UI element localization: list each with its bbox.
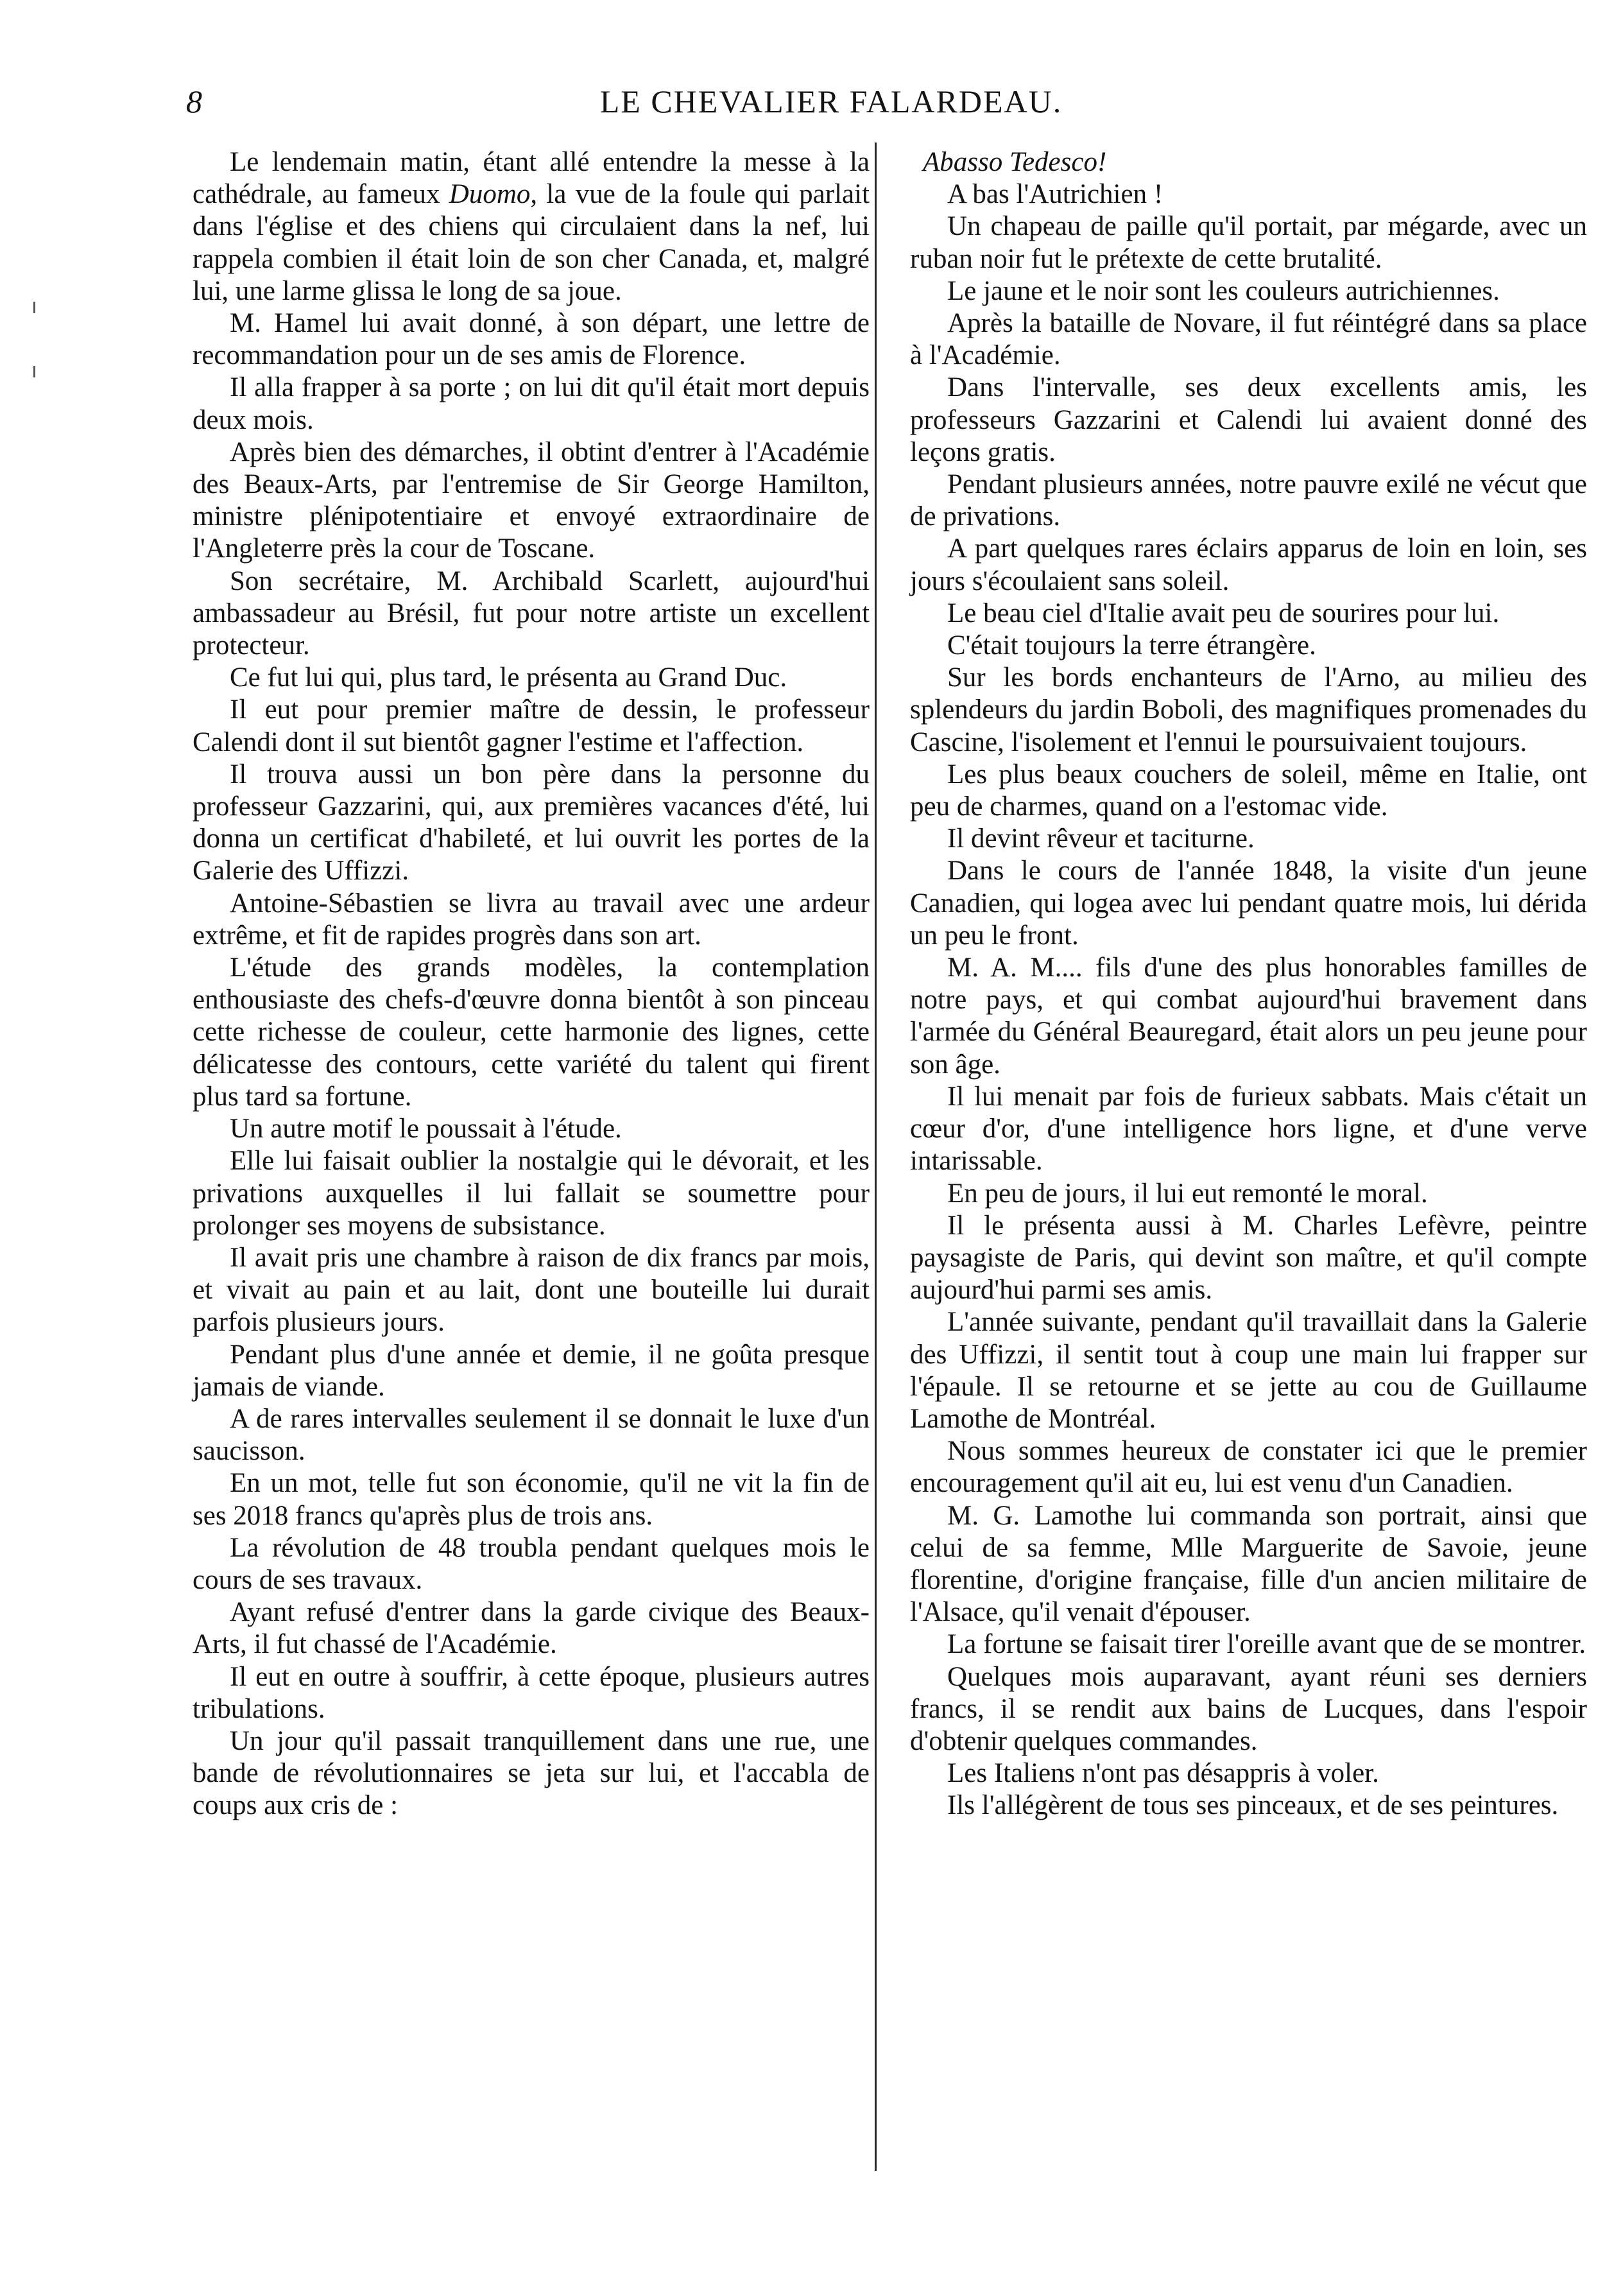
paragraph-text: Dans l'intervalle, ses deux excellents amis, les professeurs Gazzarini et Calendi lui avaient donné des leçons gratis. — [910, 372, 1587, 467]
paragraph-text: Il avait pris une chambre à raison de dix francs par mois, et vivait au pain et au lait, dont une bouteille lui durait parfois plusieurs jours. — [193, 1242, 870, 1338]
paragraph-text: Il alla frapper à sa porte ; on lui dit qu'il était mort depuis deux mois. — [193, 372, 870, 435]
paragraph — [910, 1757, 1587, 1790]
paragraph-text: Les plus beaux couchers de soleil, même en Italie, ont peu de charmes, quand on a l'estomac vide. — [910, 759, 1587, 822]
paragraph-text: C'était toujours la terre étrangère. — [947, 630, 1316, 661]
paragraph-text: Il eut en outre à souffrir, à cette époque, plusieurs autres tribulations. — [193, 1661, 870, 1724]
paragraph — [193, 1661, 870, 1725]
paragraph-text: Pendant plus d'une année et demie, il ne goûta presque jamais de viande. — [193, 1339, 870, 1402]
paragraph-text: M. G. Lamothe lui commanda son portrait, ainsi que celui de sa femme, Mlle Marguerite de Savoie, jeune florentine, d'origine française, fille d'un ancien militaire de l'Alsace, qu'il venait d'épouser. — [910, 1500, 1587, 1628]
paragraph — [193, 662, 870, 694]
paragraph-text: Elle lui faisait oublier la nostalgie qui le dévorait, et les privations auxquelles il lui fallait se soumettre pour prolonger ses moyens de subsistance. — [193, 1146, 870, 1241]
paragraph — [910, 1178, 1587, 1210]
paragraph — [910, 1435, 1587, 1499]
paragraph — [910, 307, 1587, 372]
paragraph-text: M. A. M.... fils d'une des plus honorables familles de notre pays, et qui combat aujourd'hui bravement dans l'armée du Général Beauregard, était alors un peu jeune pour son âge. — [910, 953, 1587, 1080]
paragraph-text: L'étude des grands modèles, la contemplation enthousiaste des chefs-d'œuvre donna bientôt à son pinceau cette richesse de couleur, cette harmonie des lignes, cette délicatesse des contours, cette variété du talent qui firent plus tard sa fortune. — [193, 953, 870, 1112]
paragraph — [910, 1500, 1587, 1629]
paragraph — [910, 855, 1587, 952]
paragraph — [910, 275, 1587, 307]
paragraph-text: , la vue de la foule qui parlait dans l'église et des chiens qui circulaient dans la nef, lui rappela combien il était loin de son cher Canada, et, malgré lui, une larme glissa le long de sa joue. — [193, 179, 870, 306]
paragraph — [193, 694, 870, 758]
paragraph — [910, 1661, 1587, 1758]
paragraph — [910, 1210, 1587, 1307]
paragraph — [910, 759, 1587, 823]
paragraph-text: En peu de jours, il lui eut remonté le moral. — [947, 1178, 1428, 1209]
right-text-column — [910, 146, 1587, 1822]
paragraph — [910, 469, 1587, 533]
paragraph — [193, 1113, 870, 1145]
paragraph-text: Nous sommes heureux de constater ici que le premier encouragement qu'il ait eu, lui est venu d'un Canadien. — [910, 1436, 1587, 1499]
margin-mark — [33, 302, 35, 313]
paragraph — [910, 1306, 1587, 1435]
paragraph-text: Dans le cours de l'année 1848, la visite d'un jeune Canadien, qui logea avec lui pendant quatre mois, lui dérida un peu le front. — [910, 856, 1587, 951]
paragraph-text: Le beau ciel d'Italie avait peu de sourires pour lui. — [947, 598, 1500, 628]
paragraph — [910, 211, 1587, 275]
paragraph-text: A bas l'Autrichien ! — [947, 179, 1163, 210]
paragraph-text: Ayant refusé d'entrer dans la garde civique des Beaux-Arts, il fut chassé de l'Académie. — [193, 1597, 870, 1660]
paragraph — [193, 1596, 870, 1661]
page-number: 8 — [186, 83, 202, 119]
paragraph-text: Les Italiens n'ont pas désappris à voler. — [947, 1758, 1379, 1789]
paragraph — [910, 823, 1587, 855]
paragraph — [910, 1628, 1587, 1661]
paragraph — [910, 372, 1587, 469]
paragraph-text: A part quelques rares éclairs apparus de loin en loin, ses jours s'écoulaient sans soleil. — [910, 533, 1587, 596]
paragraph — [193, 1403, 870, 1467]
paragraph-text: Il lui menait par fois de furieux sabbats. Mais c'était un cœur d'or, d'une intelligence hors ligne, et d'une verve intarissable. — [910, 1081, 1587, 1177]
paragraph — [910, 662, 1587, 759]
paragraph — [910, 630, 1587, 662]
running-title: LE CHEVALIER FALARDEAU. — [599, 83, 1063, 119]
paragraph — [910, 598, 1587, 630]
paragraph-text: Le lendemain matin, étant allé entendre la messe à la cathédrale, au fameux — [193, 147, 870, 210]
paragraph — [910, 178, 1587, 211]
italic-text: Abasso Tedesco! — [923, 147, 1107, 177]
margin-mark — [33, 366, 35, 377]
paragraph — [193, 146, 870, 307]
paragraph-text: Il eut pour premier maître de dessin, le professeur Calendi dont il sut bientôt gagner l'estime et l'affection. — [193, 695, 870, 757]
paragraph — [910, 1081, 1587, 1178]
paragraph-text: Un chapeau de paille qu'il portait, par mégarde, avec un ruban noir fut le prétexte de cette brutalité. — [910, 211, 1587, 274]
paragraph — [193, 436, 870, 565]
column-divider — [875, 142, 877, 2171]
paragraph-text: L'année suivante, pendant qu'il travaillait dans la Galerie des Uffizzi, il sentit tout à coup une main lui frapper sur l'épaule. Il se retourne et se jette au cou de Guillaume Lamothe de Montréal. — [910, 1307, 1587, 1434]
paragraph — [193, 1467, 870, 1532]
paragraph-text: Il devint rêveur et taciturne. — [947, 824, 1255, 854]
page-header — [186, 82, 1476, 134]
paragraph — [193, 759, 870, 888]
paragraph-text: Ce fut lui qui, plus tard, le présenta au Grand Duc. — [230, 662, 787, 693]
paragraph — [910, 952, 1587, 1081]
paragraph-text: Il trouva aussi un bon père dans la personne du professeur Gazzarini, qui, aux premières vacances d'été, lui donna un certificat d'habileté, et lui ouvrit les portes de la Galerie des Uffizzi. — [193, 759, 870, 886]
paragraph — [193, 1725, 870, 1822]
paragraph — [193, 952, 870, 1113]
paragraph-text: Un jour qu'il passait tranquillement dans une rue, une bande de révolutionnaires se jeta sur lui, et l'accabla de coups aux cris de : — [193, 1725, 870, 1821]
paragraph-text: Le jaune et le noir sont les couleurs autrichiennes. — [947, 275, 1500, 306]
paragraph-text: Son secrétaire, M. Archibald Scarlett, aujourd'hui ambassadeur au Brésil, fut pour notre artiste un excellent protecteur. — [193, 565, 870, 661]
paragraph — [193, 888, 870, 952]
paragraph-text: A de rares intervalles seulement il se donnait le luxe d'un saucisson. — [193, 1403, 870, 1467]
paragraph-text: Il le présenta aussi à M. Charles Lefèvre, peintre paysagiste de Paris, qui devint son maître, et qu'il compte aujourd'hui parmi ses amis. — [910, 1210, 1587, 1306]
paragraph-text: La révolution de 48 troubla pendant quelques mois le cours de ses travaux. — [193, 1532, 870, 1595]
paragraph-text: En un mot, telle fut son économie, qu'il ne vit la fin de ses 2018 francs qu'après plus de trois ans. — [193, 1468, 870, 1531]
paragraph-text: Quelques mois auparavant, ayant réuni ses derniers francs, il se rendit aux bains de Lucques, dans l'espoir d'obtenir quelques commandes. — [910, 1661, 1587, 1756]
paragraph-text: La fortune se faisait tirer l'oreille avant que de se montrer. — [947, 1629, 1586, 1660]
italic-text: Duomo — [449, 179, 531, 210]
paragraph — [193, 372, 870, 436]
paragraph — [193, 1532, 870, 1596]
paragraph-text: Un autre motif le poussait à l'étude. — [230, 1114, 622, 1144]
paragraph — [910, 146, 1587, 178]
paragraph — [910, 1790, 1587, 1822]
paragraph — [193, 1242, 870, 1339]
paragraph — [910, 533, 1587, 597]
paragraph-text: Pendant plusieurs années, notre pauvre exilé ne vécut que de privations. — [910, 469, 1587, 532]
paragraph-text: Après la bataille de Novare, il fut réintégré dans sa place à l'Académie. — [910, 308, 1587, 371]
paragraph-text: M. Hamel lui avait donné, à son départ, une lettre de recommandation pour un de ses amis de Florence. — [193, 308, 870, 371]
paragraph — [193, 1339, 870, 1403]
paragraph-text: Sur les bords enchanteurs de l'Arno, au milieu des splendeurs du jardin Boboli, des magnifiques promenades du Cascine, l'isolement et l'ennui le poursuivaient toujours. — [910, 662, 1587, 757]
paragraph-text: Antoine-Sébastien se livra au travail avec une ardeur extrême, et fit de rapides progrès dans son art. — [193, 888, 870, 951]
paragraph-text: Après bien des démarches, il obtint d'entrer à l'Académie des Beaux-Arts, par l'entremise de Sir George Hamilton, ministre plénipotentiaire et envoyé extraordinaire de l'Angleterre près la cour de Toscane. — [193, 436, 870, 564]
left-text-column — [193, 146, 870, 1822]
paragraph — [193, 1145, 870, 1242]
paragraph-text: Ils l'allégèrent de tous ses pinceaux, et de ses peintures. — [947, 1790, 1559, 1821]
paragraph — [193, 565, 870, 662]
paragraph — [193, 307, 870, 372]
